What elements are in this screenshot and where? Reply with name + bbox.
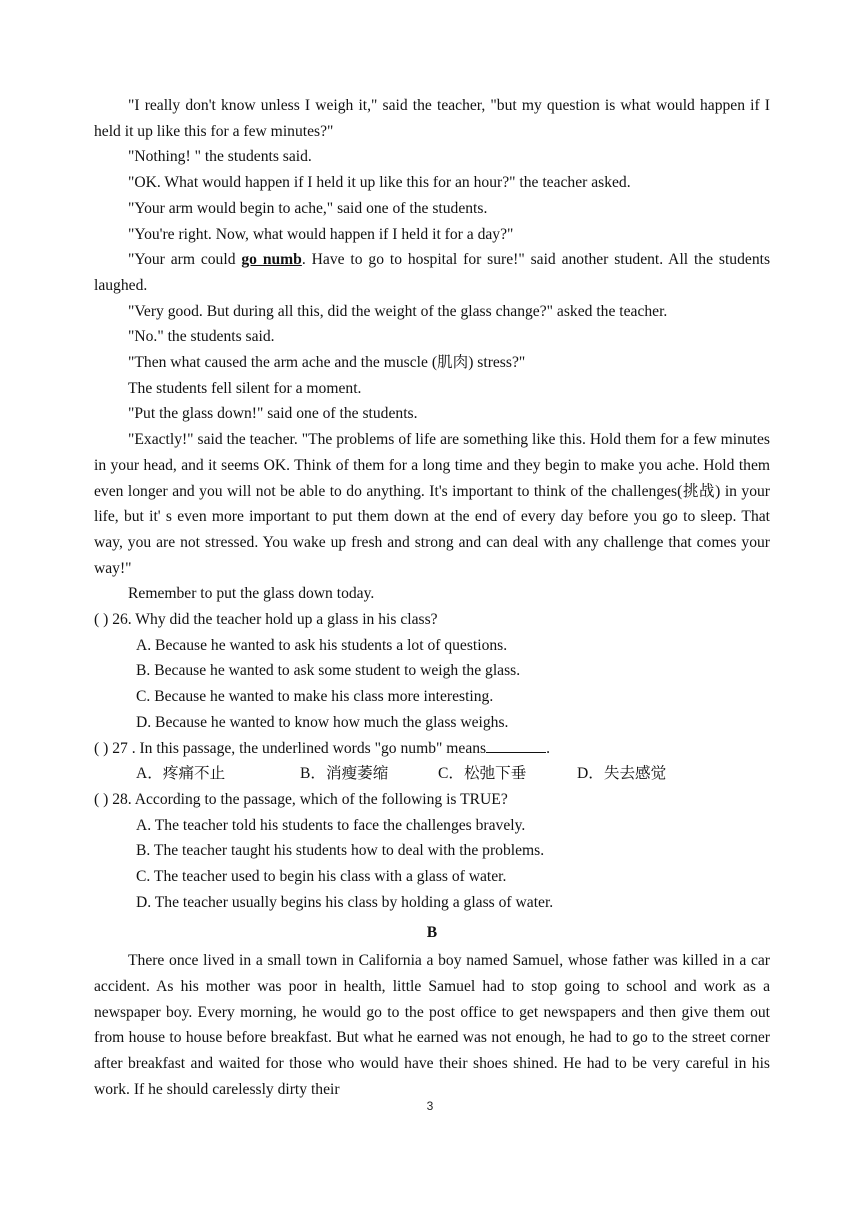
fill-blank-line bbox=[486, 738, 546, 753]
question-26 bbox=[94, 607, 770, 633]
dialogue-line-go-numb bbox=[94, 247, 770, 298]
underlined-words: go numb bbox=[241, 251, 302, 269]
closing-line: Remember to put the glass down today. bbox=[128, 585, 375, 603]
section-heading: B bbox=[426, 923, 438, 941]
page-number: 3 bbox=[426, 1099, 434, 1113]
passage-body bbox=[94, 93, 770, 1102]
option-b: B．消瘦萎缩 bbox=[300, 765, 389, 783]
passage-b-paragraph: There once lived in a small town in California a boy named Samuel, whose father was killed in a car accident. As his mother was poor in health, little Samuel had to stop going to school and work as a newspaper boy. Every morning, he would go to the post office to get newspapers and then give them out from house to house before breakfast. But what he earned was not enough, he had to go to the street corner after breakfast and waited for those who would have their shoes shined. He had to be very careful in his work. If he should carelessly dirty their bbox=[94, 952, 770, 1098]
answer-blank[interactable]: ( ) bbox=[94, 611, 109, 629]
dialogue-line: "OK. What would happen if I held it up like this for an hour?" the teacher asked. bbox=[128, 174, 631, 192]
question-stem: 27 . In this passage, the underlined words "go numb" means bbox=[108, 739, 487, 757]
dialogue-line: "Your arm would begin to ache," said one of the students. bbox=[128, 199, 488, 217]
option-d: D. The teacher usually begins his class by holding a glass of water. bbox=[136, 893, 554, 911]
dialogue-line: "I really don't know unless I weigh it," said the teacher, "but my question is what would happen if I held it up like this for a few minutes?" bbox=[94, 97, 770, 140]
option-d: D．失去感觉 bbox=[577, 765, 667, 783]
option-c: C. The teacher used to begin his class with a glass of water. bbox=[136, 868, 507, 886]
dialogue-line: The students fell silent for a moment. bbox=[128, 379, 362, 397]
question-end: . bbox=[546, 739, 551, 757]
answer-blank[interactable]: ( ) bbox=[94, 739, 109, 757]
dialogue-line: "No." the students said. bbox=[128, 328, 275, 346]
dialogue-line: "Put the glass down!" said one of the students. bbox=[128, 405, 418, 423]
option-b: B. Because he wanted to ask some student to weigh the glass. bbox=[136, 662, 521, 680]
option-c: C. Because he wanted to make his class more interesting. bbox=[136, 688, 494, 706]
question-27 bbox=[94, 736, 770, 762]
question-stem: 26. Why did the teacher hold up a glass in his class? bbox=[108, 611, 438, 629]
option-d: D. Because he wanted to know how much the glass weighs. bbox=[136, 713, 509, 731]
dialogue-line: "Nothing! " the students said. bbox=[128, 148, 312, 166]
option-b: B. The teacher taught his students how to deal with the problems. bbox=[136, 842, 545, 860]
answer-blank[interactable]: ( ) bbox=[94, 790, 109, 808]
question-28 bbox=[94, 787, 770, 813]
text-segment: "Your arm could bbox=[128, 251, 242, 269]
option-a: A. The teacher told his students to face the challenges bravely. bbox=[136, 816, 526, 834]
option-a: A．疼痛不止 bbox=[136, 765, 226, 783]
dialogue-line: "Then what caused the arm ache and the muscle (肌肉) stress?" bbox=[128, 354, 526, 372]
question-stem: 28. According to the passage, which of the following is TRUE? bbox=[108, 790, 508, 808]
text-segment: . Have to go to hospital for sure!" said another student. All the students laughed. bbox=[94, 251, 771, 294]
option-c: C．松弛下垂 bbox=[438, 765, 527, 783]
chinese-options bbox=[94, 761, 770, 787]
option-a: A. Because he wanted to ask his students a lot of questions. bbox=[136, 636, 508, 654]
dialogue-paragraph: "Exactly!" said the teacher. "The problems of life are something like this. Hold them for a few minutes in your head, and it seems OK. Think of them for a long time and they begin to make you ache. Hold them even longer and you will not be able to do anything. It's important to think of the challenges(挑战) in your life, but it' s even more important to put them down at the end of every day before you go to sleep. That way, you are not stressed. You wake up fresh and strong and can deal with any challenge that comes your way!" bbox=[94, 431, 770, 577]
dialogue-line: "Very good. But during all this, did the weight of the glass change?" asked the teacher. bbox=[128, 302, 668, 320]
dialogue-line: "You're right. Now, what would happen if I held it for a day?" bbox=[128, 225, 514, 243]
